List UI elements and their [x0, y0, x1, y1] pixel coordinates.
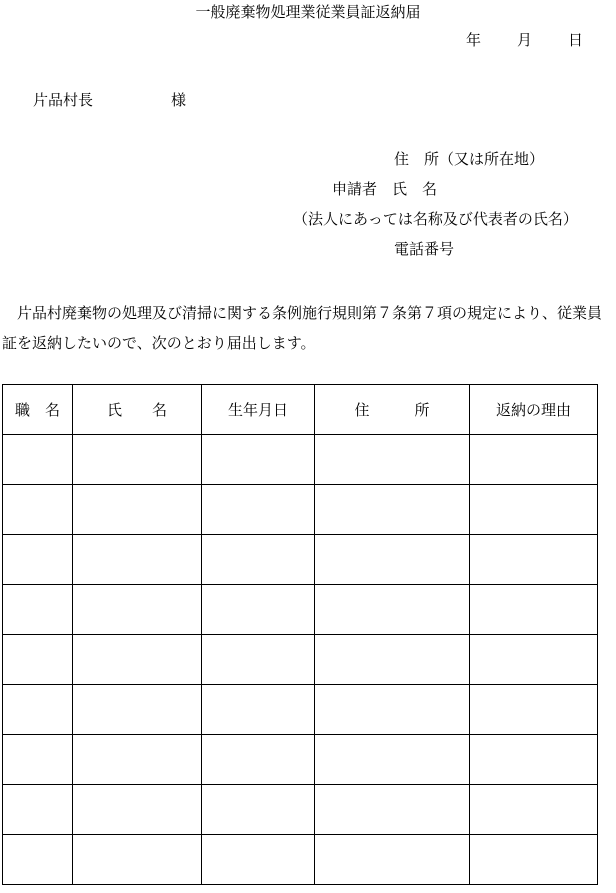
cell-birthdate[interactable]: [202, 835, 315, 885]
cell-birthdate[interactable]: [202, 535, 315, 585]
cell-return-reason[interactable]: [470, 635, 598, 685]
date-month-label: 月: [516, 31, 532, 49]
table-row: [3, 835, 598, 885]
table-row: [3, 435, 598, 485]
cell-address[interactable]: [315, 735, 470, 785]
cell-name[interactable]: [73, 435, 202, 485]
table-header-row: [3, 385, 598, 435]
applicant-name-label: 申請者 氏 名: [332, 180, 438, 198]
header-address: 住 所: [315, 385, 470, 435]
cell-name[interactable]: [73, 685, 202, 735]
table-row: [3, 585, 598, 635]
cell-name[interactable]: [73, 735, 202, 785]
addressee-name: 片品村長: [33, 91, 94, 109]
table-row: [3, 785, 598, 835]
cell-job-title[interactable]: [3, 585, 73, 635]
addressee: [33, 91, 186, 109]
cell-birthdate[interactable]: [202, 685, 315, 735]
return-table: [2, 384, 598, 885]
cell-return-reason[interactable]: [470, 485, 598, 535]
cell-return-reason[interactable]: [470, 585, 598, 635]
cell-return-reason[interactable]: [470, 685, 598, 735]
applicant-corp-note: （法人にあっては名称及び代表者の氏名）: [293, 210, 578, 228]
table-row: [3, 535, 598, 585]
cell-name[interactable]: [73, 785, 202, 835]
cell-job-title[interactable]: [3, 685, 73, 735]
body-text: 片品村廃棄物の処理及び清掃に関する条例施行規則第７条第７項の規定により、従業員証を返納したいので、次のとおり届出します。: [2, 304, 603, 352]
cell-birthdate[interactable]: [202, 585, 315, 635]
date-day-label: 日: [567, 31, 583, 49]
cell-return-reason[interactable]: [470, 835, 598, 885]
cell-birthdate[interactable]: [202, 635, 315, 685]
date-year-label: 年: [465, 31, 481, 49]
table-row: [3, 735, 598, 785]
header-job-title: 職 名: [3, 385, 73, 435]
header-birthdate: 生年月日: [202, 385, 315, 435]
addressee-honorific: 様: [171, 91, 187, 109]
table-row: [3, 685, 598, 735]
cell-name[interactable]: [73, 835, 202, 885]
document-title: 一般廃棄物処理業従業員証返納届: [195, 3, 421, 21]
applicant-phone-label: 電話番号: [394, 240, 455, 258]
cell-address[interactable]: [315, 635, 470, 685]
cell-birthdate[interactable]: [202, 735, 315, 785]
cell-return-reason[interactable]: [470, 535, 598, 585]
cell-address[interactable]: [315, 485, 470, 535]
cell-return-reason[interactable]: [470, 435, 598, 485]
cell-birthdate[interactable]: [202, 785, 315, 835]
cell-address[interactable]: [315, 835, 470, 885]
cell-job-title[interactable]: [3, 485, 73, 535]
cell-address[interactable]: [315, 435, 470, 485]
cell-job-title[interactable]: [3, 435, 73, 485]
cell-address[interactable]: [315, 535, 470, 585]
cell-name[interactable]: [73, 485, 202, 535]
cell-name[interactable]: [73, 535, 202, 585]
date-line: [466, 31, 583, 49]
applicant-address-label: 住 所（又は所在地）: [394, 150, 545, 168]
cell-return-reason[interactable]: [470, 785, 598, 835]
table-row: [3, 485, 598, 535]
cell-job-title[interactable]: [3, 835, 73, 885]
table-row: [3, 635, 598, 685]
cell-address[interactable]: [315, 685, 470, 735]
cell-return-reason[interactable]: [470, 735, 598, 785]
cell-job-title[interactable]: [3, 735, 73, 785]
cell-birthdate[interactable]: [202, 485, 315, 535]
cell-job-title[interactable]: [3, 635, 73, 685]
cell-name[interactable]: [73, 635, 202, 685]
cell-birthdate[interactable]: [202, 435, 315, 485]
cell-address[interactable]: [315, 585, 470, 635]
cell-job-title[interactable]: [3, 535, 73, 585]
header-return-reason: 返納の理由: [470, 385, 598, 435]
cell-address[interactable]: [315, 785, 470, 835]
cell-name[interactable]: [73, 585, 202, 635]
header-name: 氏 名: [73, 385, 202, 435]
cell-job-title[interactable]: [3, 785, 73, 835]
